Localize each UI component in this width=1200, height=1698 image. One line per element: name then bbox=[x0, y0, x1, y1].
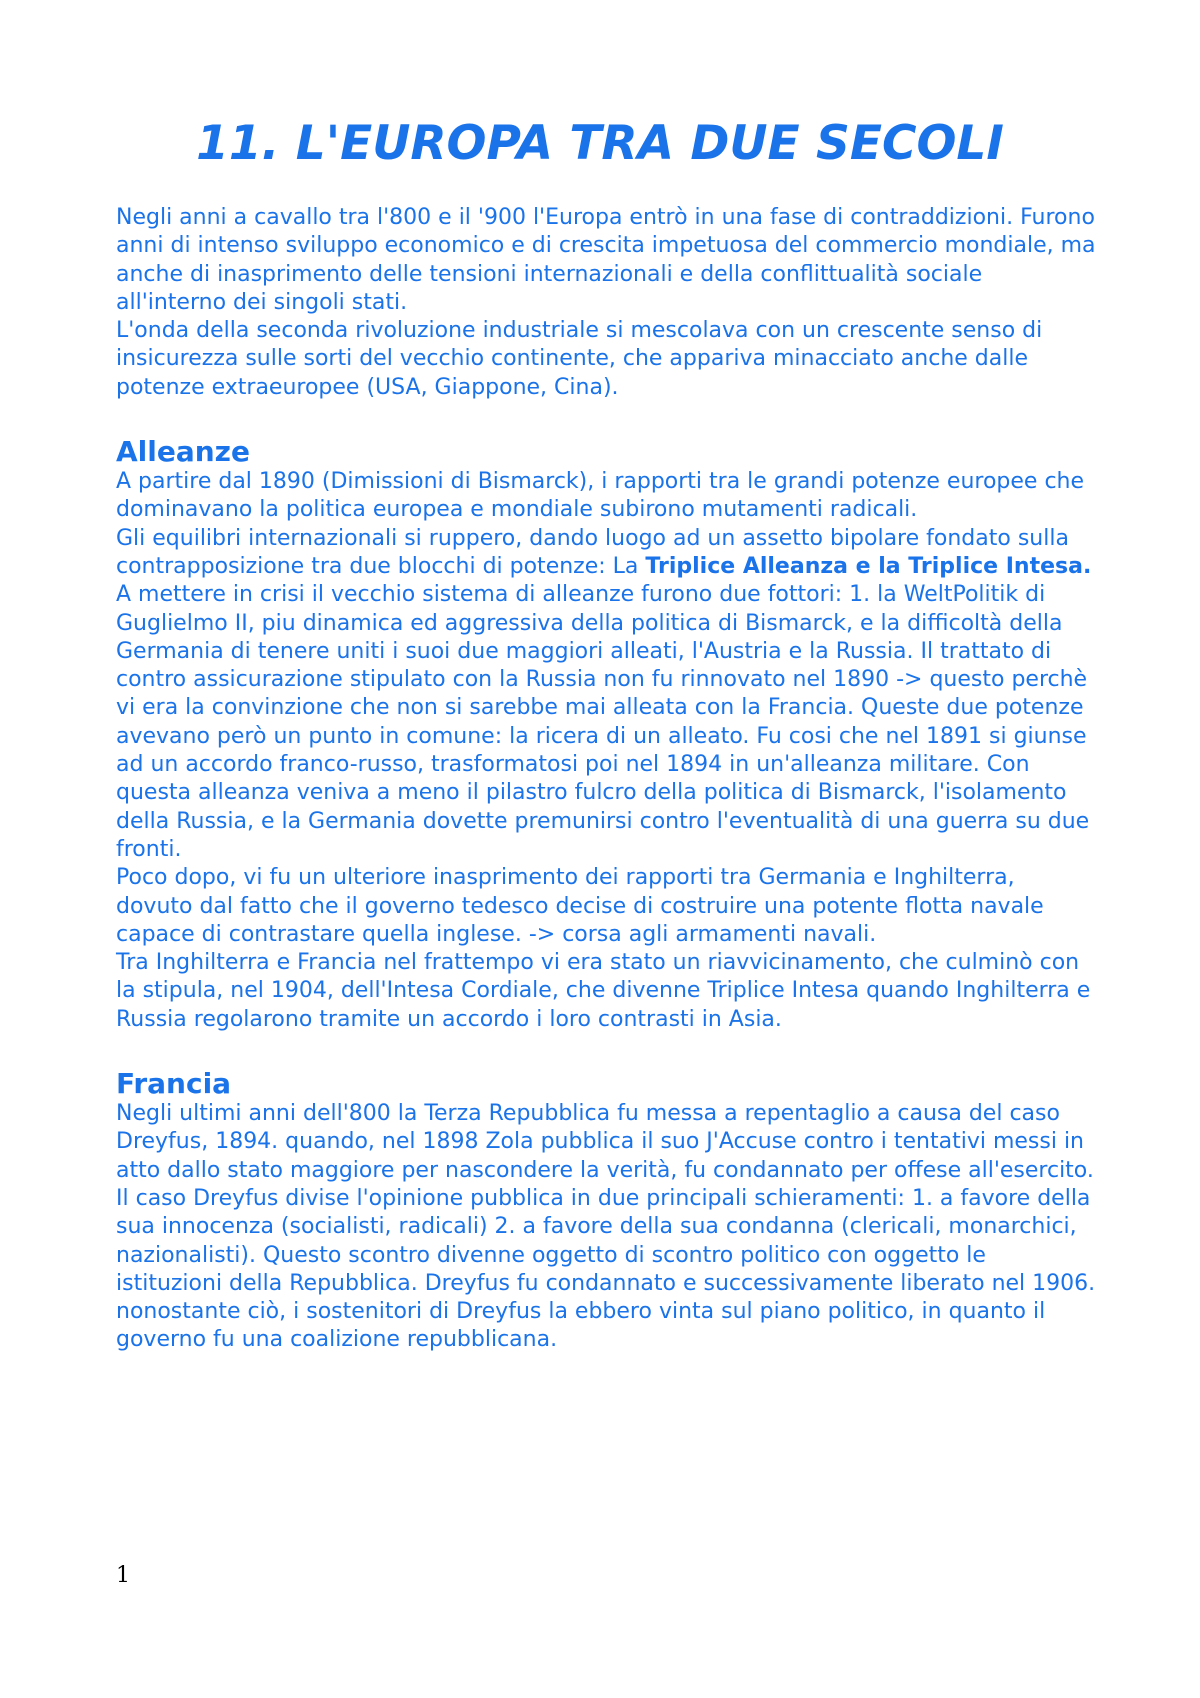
alleanze-paragraph-2 bbox=[116, 525, 1096, 582]
alleanze-paragraph-2-text: Gli equilibri internazionali si ruppero, dando luogo ad un assetto bipolare fondato sulla contrapposizione tra due blocchi di potenze: La bbox=[116, 525, 1069, 579]
intro-paragraph-1: Negli anni a cavallo tra l'800 e il '900 l'Europa entrò in una fase di contraddizioni. Furono anni di intenso sviluppo economico e di crescita impetuosa del commercio mondiale, ma anche di inasprimento delle tensioni internazionali e della conflittualità sociale all'interno dei singoli stati. bbox=[116, 205, 1096, 315]
alleanze-paragraph-4: Poco dopo, vi fu un ulteriore inasprimento dei rapporti tra Germania e Inghilterra, dovuto dal fatto che il governo tedesco decise di costruire una potente flotta navale capace di contrastare quella inglese. -> corsa agli armamenti navali. bbox=[116, 865, 1044, 947]
alleanze-paragraph-3: A mettere in crisi il vecchio sistema di alleanze furono due fottori: 1. la WeltPolitik di Guglielmo II, piu dinamica ed aggressiva della politica di Bismarck, e la difficoltà della Germania di tenere uniti i suoi due maggiori alleati, l'Austria e la Russia. Il trattato di contro assicurazione stipulato con la Russia non fu rinnovato nel 1890 -> questo perchè vi era la convinzione che non si sarebbe mai alleata con la Francia. Queste due potenze avevano però un punto in comune: la ricera di un alleato. Fu cosi che nel 1891 si giunse ad un accordo franco-russo, trasformatosi poi nel 1894 in un'alleanza militare. Con questa alleanza veniva a meno il pilastro fulcro della politica di Bismarck, l'isolamento della Russia, e la Germania dovette premunirsi contro l'eventualità di una guerra su due fronti. bbox=[116, 582, 1090, 862]
triplice-emphasis: Triplice Alleanza e la Triplice Intesa. bbox=[645, 553, 1092, 579]
alleanze-paragraph-1: A partire dal 1890 (Dimissioni di Bismarck), i rapporti tra le grandi potenze europee che dominavano la politica europea e mondiale subirono mutamenti radicali. bbox=[116, 469, 1085, 523]
alleanze-paragraph-5: Tra Inghilterra e Francia nel frattempo vi era stato un riavvicinamento, che culminò con la stipula, nel 1904, dell'Intesa Cordiale, che divenne Triplice Intesa quando Inghilterra e Russia regolarono tramite un accordo i loro contrasti in Asia. bbox=[116, 950, 1091, 1032]
section-spacer bbox=[116, 402, 1096, 436]
document-body bbox=[116, 204, 1096, 1355]
section-heading-alleanze: Alleanze bbox=[116, 435, 250, 469]
francia-paragraph-1: Negli ultimi anni dell'800 la Terza Repubblica fu messa a repentaglio a causa del caso Dreyfus, 1894. quando, nel 1898 Zola pubblica il suo J'Accuse contro i tentativi messi in atto dallo stato maggiore per nascondere la verità, fu condannato per offese all'esercito. Il caso Dreyfus divise l'opinione pubblica in due principali schieramenti: 1. a favore della sua innocenza (socialisti, radicali) 2. a favore della sua condanna (clericali, monarchici, nazionalisti). Questo scontro divenne oggetto di scontro politico con oggetto le istituzioni della Repubblica. Dreyfus fu condannato e successivamente liberato nel 1906. nonostante ciò, i sostenitori di Dreyfus la ebbero vinta sul piano politico, in quanto il governo fu una coalizione repubblicana. bbox=[116, 1101, 1096, 1353]
section-spacer bbox=[116, 1034, 1096, 1068]
page-number: 1 bbox=[116, 1563, 130, 1588]
section-heading-francia: Francia bbox=[116, 1067, 232, 1101]
intro-paragraph-2: L'onda della seconda rivoluzione industriale si mescolava con un crescente senso di insicurezza sulle sorti del vecchio continente, che appariva minacciato anche dalle potenze extraeuropee (USA, Giappone, Cina). bbox=[116, 318, 1043, 400]
page-title: 11. L'EUROPA TRA DUE SECOLI bbox=[196, 116, 1004, 171]
